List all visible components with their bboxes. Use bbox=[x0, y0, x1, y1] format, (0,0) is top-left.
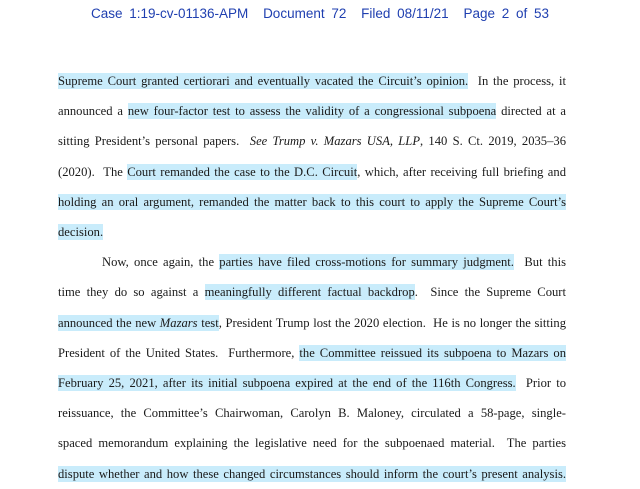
text-segment: directed at a bbox=[496, 104, 567, 119]
text-segment: announced a bbox=[58, 104, 128, 119]
text-line bbox=[58, 157, 566, 187]
highlighted-text: new four-factor test to assess the validity of a congressional subpoena bbox=[127, 104, 497, 119]
text-segment: (2020). The bbox=[58, 164, 128, 179]
highlighted-text: parties have filed cross-motions for summary judgment. bbox=[219, 255, 514, 270]
highlighted-text: meaningfully different factual backdrop bbox=[204, 285, 415, 300]
text-line bbox=[58, 459, 566, 489]
document-number: Document 72 bbox=[263, 6, 347, 21]
text-segment: spaced memorandum explaining the legislative need for the subpoenaed material. The parties bbox=[58, 436, 566, 451]
document-body bbox=[58, 66, 566, 489]
filing-header bbox=[0, 6, 640, 21]
highlighted-text: announced the new bbox=[58, 315, 160, 330]
text-line bbox=[58, 247, 566, 277]
text-segment: . Since the Supreme Court bbox=[414, 285, 566, 300]
highlighted-text: Mazars bbox=[159, 315, 198, 330]
text-segment: Now, once again, the bbox=[102, 255, 220, 270]
highlighted-text: decision. bbox=[58, 225, 104, 240]
text-segment: , 140 S. Ct. 2019, 2035–36 bbox=[420, 134, 566, 149]
filed-date: Filed 08/11/21 bbox=[361, 6, 449, 21]
text-line bbox=[58, 96, 566, 126]
highlighted-text: February 25, 2021, after its initial subpoena expired at the end of the 116th Congress. bbox=[58, 376, 516, 391]
case-number: Case 1:19-cv-01136-APM bbox=[90, 6, 249, 21]
text-segment: reissuance, the Committee’s Chairwoman, Carolyn B. Maloney, circulated a 58-page, single- bbox=[58, 406, 566, 421]
text-line bbox=[58, 428, 566, 458]
text-line bbox=[58, 398, 566, 428]
text-line bbox=[58, 338, 566, 368]
highlighted-text: test bbox=[197, 315, 219, 330]
text-line bbox=[58, 217, 566, 247]
text-segment: sitting President’s personal papers. bbox=[58, 134, 250, 149]
text-line bbox=[58, 368, 566, 398]
text-segment: But this bbox=[513, 255, 566, 270]
highlighted-text: the Committee reissued its subpoena to Mazars on bbox=[299, 345, 566, 360]
text-line bbox=[58, 126, 566, 156]
highlighted-text: Supreme Court granted certiorari and eventually vacated the Circuit’s opinion. bbox=[58, 74, 469, 88]
text-segment: Prior to bbox=[515, 376, 566, 391]
highlighted-text: holding an oral argument, remanded the matter back to this court to apply the Supreme Court’s bbox=[58, 194, 566, 209]
text-segment: , which, after receiving full briefing and bbox=[357, 164, 566, 179]
text-segment: time they do so against a bbox=[58, 285, 205, 300]
text-line bbox=[58, 308, 566, 338]
text-segment: See Trump v. Mazars USA, LLP bbox=[249, 134, 421, 149]
text-segment: In the process, it bbox=[468, 74, 566, 88]
text-line bbox=[58, 277, 566, 307]
text-line bbox=[58, 66, 566, 96]
highlighted-text: dispute whether and how these changed circumstances should inform the court’s present analysis. bbox=[58, 466, 566, 481]
text-segment: , President Trump lost the 2020 election. He is no longer the sitting bbox=[218, 315, 566, 330]
text-segment: President of the United States. Furthermore, bbox=[58, 345, 300, 360]
highlighted-text: Court remanded the case to the D.C. Circuit bbox=[127, 164, 358, 179]
text-line bbox=[58, 187, 566, 217]
page-indicator: Page 2 of 53 bbox=[463, 6, 550, 21]
